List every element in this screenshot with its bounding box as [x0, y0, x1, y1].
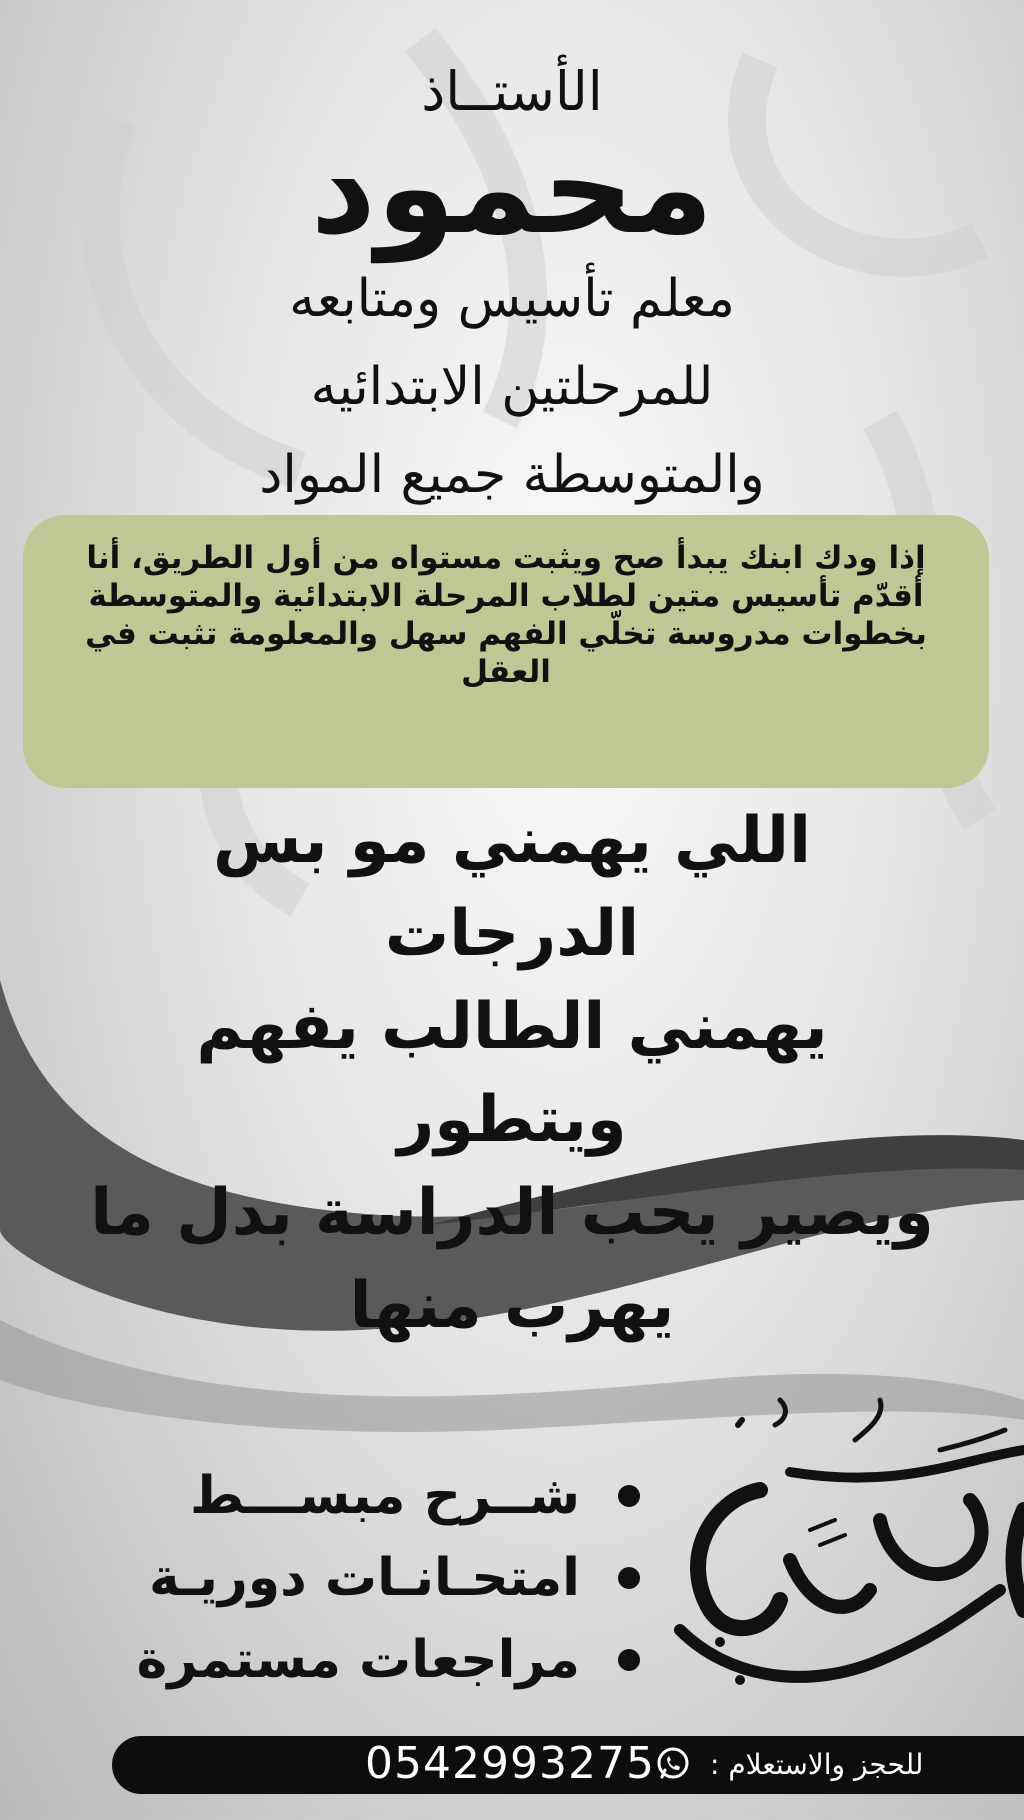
slogan-line: يهرب منها	[349, 1269, 675, 1343]
subtitle-line: معلم تأسيس ومتابعه	[289, 269, 735, 329]
title-prefix: الأستــاذ	[421, 60, 603, 123]
arabic-calligraphy-logo	[640, 1380, 1024, 1710]
bullet-icon	[618, 1649, 640, 1671]
feature-label: شــرح مبســـط	[190, 1466, 580, 1526]
slogan	[90, 795, 934, 1353]
feature-label: مراجعات مستمرة	[136, 1630, 580, 1690]
booking-label: للحجز والاستعلام :	[710, 1748, 924, 1781]
bullet-icon	[618, 1485, 640, 1507]
whatsapp-icon[interactable]	[655, 1746, 691, 1782]
teacher-name: محمود	[310, 114, 714, 263]
feature-label: امتحـانـات دوريـة	[149, 1548, 580, 1608]
intro-text: إذا ودك ابنك يبدأ صح ويثبت مستواه من أول الطريق، أنا أقدّم تأسيس متين لطلاب المرحلة الابتدائية والمتوسطة بخطوات مدروسة تخلّي الفهم سهل والمعلومة تثبت في العقل	[85, 540, 927, 690]
slogan-line: ويصير يحب الدراسة بدل ما	[90, 1176, 934, 1250]
feature-item	[80, 1619, 640, 1701]
subtitle-line: للمرحلتين الابتدائيه	[310, 357, 714, 417]
bullet-icon	[618, 1567, 640, 1589]
slogan-line: اللي يهمني مو بس الدرجات	[213, 804, 811, 971]
subtitle-line: والمتوسطة جميع المواد	[259, 445, 765, 505]
feature-item	[80, 1537, 640, 1619]
feature-item	[80, 1455, 640, 1537]
intro-box	[23, 515, 989, 788]
subtitle	[0, 255, 1024, 519]
phone-number[interactable]: 0542993275	[365, 1738, 655, 1789]
slogan-line: يهمني الطالب يفهم ويتطور	[196, 990, 828, 1157]
features-list	[80, 1455, 640, 1701]
